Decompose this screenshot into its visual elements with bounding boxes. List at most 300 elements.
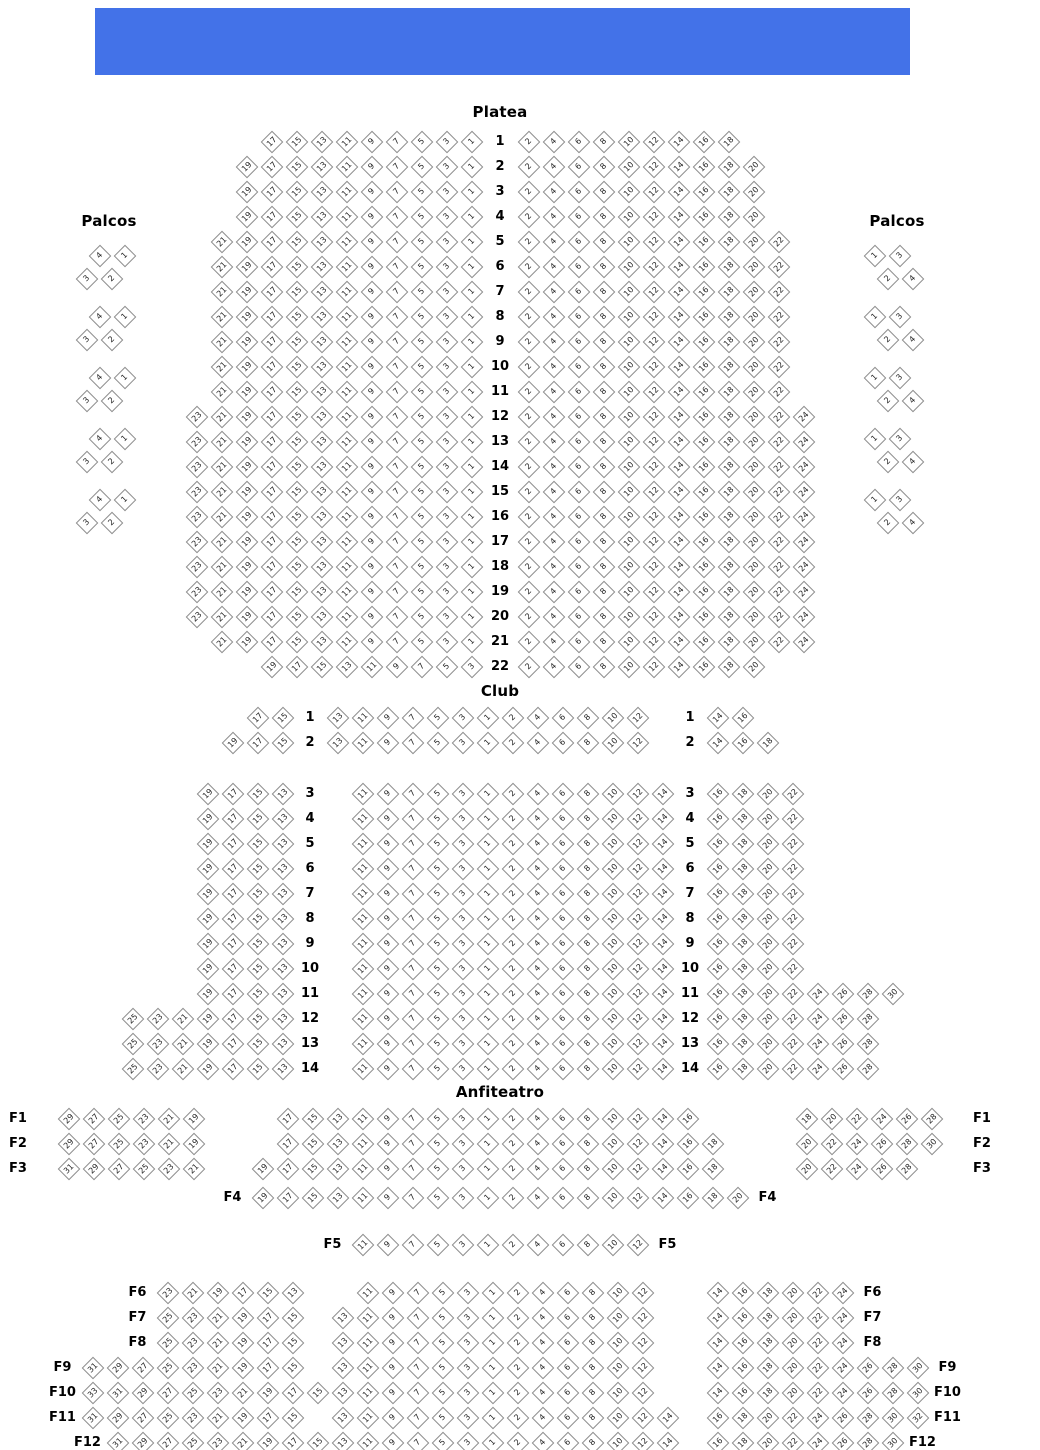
seat[interactable] [74,388,99,413]
seat[interactable] [591,529,616,554]
seat[interactable] [525,1185,550,1210]
seat[interactable] [500,956,525,981]
seat[interactable] [80,1355,105,1380]
seat[interactable] [755,781,780,806]
seat[interactable] [309,204,334,229]
seat[interactable] [284,554,309,579]
seat[interactable] [434,204,459,229]
seat[interactable] [580,1405,605,1430]
seat[interactable] [691,204,716,229]
seat[interactable] [384,329,409,354]
seat[interactable] [566,404,591,429]
seat[interactable] [74,510,99,535]
seat[interactable] [805,1031,830,1056]
seat[interactable] [334,504,359,529]
seat[interactable] [234,179,259,204]
seat[interactable] [505,1430,530,1450]
seat[interactable] [625,781,650,806]
seat[interactable] [284,179,309,204]
seat[interactable] [755,806,780,831]
seat[interactable] [405,1355,430,1380]
seat[interactable] [566,629,591,654]
seat[interactable] [480,1355,505,1380]
seat[interactable] [434,304,459,329]
seat[interactable] [234,529,259,554]
seat[interactable] [575,1232,600,1257]
seat[interactable] [350,906,375,931]
seat[interactable] [450,1185,475,1210]
seat[interactable] [105,1380,130,1405]
seat[interactable] [705,1280,730,1305]
seat[interactable] [666,554,691,579]
seat[interactable] [650,806,675,831]
seat[interactable] [805,1405,830,1430]
seat[interactable] [434,379,459,404]
seat[interactable] [605,1430,630,1450]
seat[interactable] [384,429,409,454]
seat[interactable] [566,529,591,554]
seat[interactable] [791,554,816,579]
seat[interactable] [359,529,384,554]
seat[interactable] [550,881,575,906]
seat[interactable] [666,404,691,429]
seat[interactable] [780,906,805,931]
seat[interactable] [334,354,359,379]
seat[interactable] [234,404,259,429]
seat[interactable] [230,1430,255,1450]
seat[interactable] [541,654,566,679]
seat[interactable] [434,529,459,554]
seat[interactable] [400,931,425,956]
seat[interactable] [480,1380,505,1405]
seat[interactable] [705,1430,730,1450]
seat[interactable] [691,479,716,504]
seat[interactable] [755,831,780,856]
seat[interactable] [350,806,375,831]
seat[interactable] [605,1380,630,1405]
seat[interactable] [405,1330,430,1355]
seat[interactable] [334,379,359,404]
seat[interactable] [359,504,384,529]
seat[interactable] [650,956,675,981]
seat[interactable] [384,304,409,329]
seat[interactable] [691,529,716,554]
seat[interactable] [650,831,675,856]
seat[interactable] [184,454,209,479]
seat[interactable] [359,354,384,379]
seat[interactable] [284,404,309,429]
seat[interactable] [205,1305,230,1330]
seat[interactable] [380,1330,405,1355]
seat[interactable] [500,881,525,906]
seat[interactable] [805,1280,830,1305]
seat[interactable] [741,229,766,254]
seat[interactable] [716,629,741,654]
seat[interactable] [755,1031,780,1056]
seat[interactable] [741,329,766,354]
seat[interactable] [875,266,900,291]
seat[interactable] [375,1185,400,1210]
seat[interactable] [155,1405,180,1430]
seat[interactable] [409,579,434,604]
seat[interactable] [270,730,295,755]
seat[interactable] [434,604,459,629]
seat[interactable] [131,1131,156,1156]
seat[interactable] [430,1330,455,1355]
seat[interactable] [434,554,459,579]
seat[interactable] [284,529,309,554]
seat[interactable] [580,1305,605,1330]
seat[interactable] [181,1106,206,1131]
seat[interactable] [525,956,550,981]
seat[interactable] [625,1232,650,1257]
seat[interactable] [541,604,566,629]
seat[interactable] [600,856,625,881]
seat[interactable] [181,1156,206,1181]
seat[interactable] [625,881,650,906]
seat[interactable] [405,1430,430,1450]
seat[interactable] [755,1430,780,1450]
seat[interactable] [405,1305,430,1330]
seat[interactable] [516,329,541,354]
seat[interactable] [234,254,259,279]
seat[interactable] [475,956,500,981]
seat[interactable] [334,454,359,479]
seat[interactable] [209,479,234,504]
seat[interactable] [334,329,359,354]
seat[interactable] [359,604,384,629]
seat[interactable] [155,1380,180,1405]
seat[interactable] [500,1031,525,1056]
seat[interactable] [516,354,541,379]
seat[interactable] [755,1380,780,1405]
seat[interactable] [350,931,375,956]
seat[interactable] [309,179,334,204]
seat[interactable] [666,429,691,454]
seat[interactable] [500,831,525,856]
seat[interactable] [741,604,766,629]
seat[interactable] [359,654,384,679]
seat[interactable] [755,1355,780,1380]
seat[interactable] [209,279,234,304]
seat[interactable] [805,1056,830,1081]
seat[interactable] [691,629,716,654]
seat[interactable] [475,1131,500,1156]
seat[interactable] [334,179,359,204]
seat[interactable] [384,254,409,279]
seat[interactable] [541,304,566,329]
seat[interactable] [384,504,409,529]
seat[interactable] [400,1106,425,1131]
seat[interactable] [641,529,666,554]
seat[interactable] [120,1006,145,1031]
seat[interactable] [869,1156,894,1181]
seat[interactable] [209,304,234,329]
seat[interactable] [591,479,616,504]
seat[interactable] [99,266,124,291]
seat[interactable] [500,1106,525,1131]
seat[interactable] [434,579,459,604]
seat[interactable] [74,327,99,352]
seat[interactable] [209,579,234,604]
seat[interactable] [780,1006,805,1031]
seat[interactable] [330,1405,355,1430]
seat[interactable] [887,365,912,390]
seat[interactable] [525,1106,550,1131]
seat[interactable] [220,781,245,806]
seat[interactable] [434,354,459,379]
seat[interactable] [375,1056,400,1081]
seat[interactable] [334,204,359,229]
seat[interactable] [375,1031,400,1056]
seat[interactable] [350,1185,375,1210]
seat[interactable] [375,730,400,755]
seat[interactable] [180,1330,205,1355]
seat[interactable] [475,806,500,831]
seat[interactable] [650,1106,675,1131]
seat[interactable] [591,304,616,329]
seat[interactable] [250,1185,275,1210]
seat[interactable] [691,254,716,279]
seat[interactable] [600,1131,625,1156]
seat[interactable] [550,1006,575,1031]
seat[interactable] [625,856,650,881]
seat[interactable] [459,354,484,379]
seat[interactable] [205,1430,230,1450]
seat[interactable] [131,1156,156,1181]
seat[interactable] [705,1031,730,1056]
seat[interactable] [600,730,625,755]
seat[interactable] [855,1405,880,1430]
seat[interactable] [566,304,591,329]
seat[interactable] [300,1131,325,1156]
seat[interactable] [716,504,741,529]
seat[interactable] [384,154,409,179]
seat[interactable] [270,1056,295,1081]
seat[interactable] [591,154,616,179]
seat[interactable] [630,1305,655,1330]
seat[interactable] [334,654,359,679]
seat[interactable] [705,1355,730,1380]
seat[interactable] [430,1355,455,1380]
seat[interactable] [475,1156,500,1181]
seat[interactable] [434,404,459,429]
seat[interactable] [434,329,459,354]
seat[interactable] [541,454,566,479]
seat[interactable] [220,931,245,956]
seat[interactable] [600,1106,625,1131]
seat[interactable] [741,629,766,654]
seat[interactable] [170,1056,195,1081]
seat[interactable] [716,554,741,579]
seat[interactable] [375,956,400,981]
seat[interactable] [205,1380,230,1405]
seat[interactable] [575,730,600,755]
seat[interactable] [145,1031,170,1056]
seat[interactable] [616,229,641,254]
seat[interactable] [869,1106,894,1131]
seat[interactable] [780,831,805,856]
seat[interactable] [334,429,359,454]
seat[interactable] [691,179,716,204]
seat[interactable] [625,831,650,856]
seat[interactable] [550,781,575,806]
seat[interactable] [555,1430,580,1450]
seat[interactable] [270,856,295,881]
seat[interactable] [625,1006,650,1031]
seat[interactable] [280,1330,305,1355]
seat[interactable] [99,510,124,535]
seat[interactable] [730,881,755,906]
seat[interactable] [434,129,459,154]
seat[interactable] [755,856,780,881]
seat[interactable] [591,379,616,404]
seat[interactable] [425,906,450,931]
seat[interactable] [650,1031,675,1056]
seat[interactable] [641,254,666,279]
seat[interactable] [475,1232,500,1257]
seat[interactable] [430,1430,455,1450]
seat[interactable] [112,304,137,329]
seat[interactable] [209,404,234,429]
seat[interactable] [459,129,484,154]
seat[interactable] [409,454,434,479]
seat[interactable] [630,1430,655,1450]
seat[interactable] [700,1131,725,1156]
seat[interactable] [516,404,541,429]
seat[interactable] [359,179,384,204]
seat[interactable] [855,1430,880,1450]
seat[interactable] [525,981,550,1006]
seat[interactable] [155,1355,180,1380]
seat[interactable] [675,1131,700,1156]
seat[interactable] [630,1280,655,1305]
seat[interactable] [616,454,641,479]
seat[interactable] [666,454,691,479]
seat[interactable] [741,554,766,579]
seat[interactable] [791,504,816,529]
seat[interactable] [425,956,450,981]
seat[interactable] [434,654,459,679]
seat[interactable] [480,1405,505,1430]
seat[interactable] [145,1056,170,1081]
seat[interactable] [780,1280,805,1305]
seat[interactable] [309,579,334,604]
seat[interactable] [766,629,791,654]
seat[interactable] [625,705,650,730]
seat[interactable] [794,1156,819,1181]
seat[interactable] [305,1430,330,1450]
seat[interactable] [87,487,112,512]
seat[interactable] [500,906,525,931]
seat[interactable] [805,1006,830,1031]
seat[interactable] [791,429,816,454]
seat[interactable] [220,1056,245,1081]
seat[interactable] [270,781,295,806]
seat[interactable] [400,1131,425,1156]
seat[interactable] [330,1305,355,1330]
seat[interactable] [359,579,384,604]
seat[interactable] [259,554,284,579]
seat[interactable] [741,529,766,554]
seat[interactable] [400,1156,425,1181]
seat[interactable] [459,254,484,279]
seat[interactable] [259,579,284,604]
seat[interactable] [184,504,209,529]
seat[interactable] [359,279,384,304]
seat[interactable] [791,454,816,479]
seat[interactable] [541,504,566,529]
seat[interactable] [156,1106,181,1131]
seat[interactable] [81,1106,106,1131]
seat[interactable] [409,279,434,304]
seat[interactable] [74,266,99,291]
seat[interactable] [280,1305,305,1330]
seat[interactable] [259,204,284,229]
seat[interactable] [359,129,384,154]
seat[interactable] [209,554,234,579]
seat[interactable] [780,781,805,806]
seat[interactable] [380,1430,405,1450]
seat[interactable] [245,981,270,1006]
seat[interactable] [755,730,780,755]
seat[interactable] [550,806,575,831]
seat[interactable] [459,279,484,304]
seat[interactable] [766,229,791,254]
seat[interactable] [270,831,295,856]
seat[interactable] [541,479,566,504]
seat[interactable] [730,981,755,1006]
seat[interactable] [880,1430,905,1450]
seat[interactable] [730,730,755,755]
seat[interactable] [155,1430,180,1450]
seat[interactable] [270,956,295,981]
seat[interactable] [334,529,359,554]
seat[interactable] [600,906,625,931]
seat[interactable] [700,1156,725,1181]
seat[interactable] [516,154,541,179]
seat[interactable] [450,705,475,730]
seat[interactable] [500,806,525,831]
seat[interactable] [112,243,137,268]
seat[interactable] [616,154,641,179]
seat[interactable] [220,1006,245,1031]
seat[interactable] [691,154,716,179]
seat[interactable] [691,554,716,579]
seat[interactable] [666,529,691,554]
seat[interactable] [605,1330,630,1355]
seat[interactable] [259,154,284,179]
seat[interactable] [350,1006,375,1031]
seat[interactable] [284,204,309,229]
seat[interactable] [434,479,459,504]
seat[interactable] [409,379,434,404]
seat[interactable] [566,204,591,229]
seat[interactable] [550,705,575,730]
seat[interactable] [400,1031,425,1056]
seat[interactable] [475,881,500,906]
seat[interactable] [625,1031,650,1056]
seat[interactable] [741,354,766,379]
seat[interactable] [230,1380,255,1405]
seat[interactable] [375,1006,400,1031]
seat[interactable] [505,1305,530,1330]
seat[interactable] [516,529,541,554]
seat[interactable] [616,179,641,204]
seat[interactable] [409,129,434,154]
seat[interactable] [475,1106,500,1131]
seat[interactable] [566,179,591,204]
